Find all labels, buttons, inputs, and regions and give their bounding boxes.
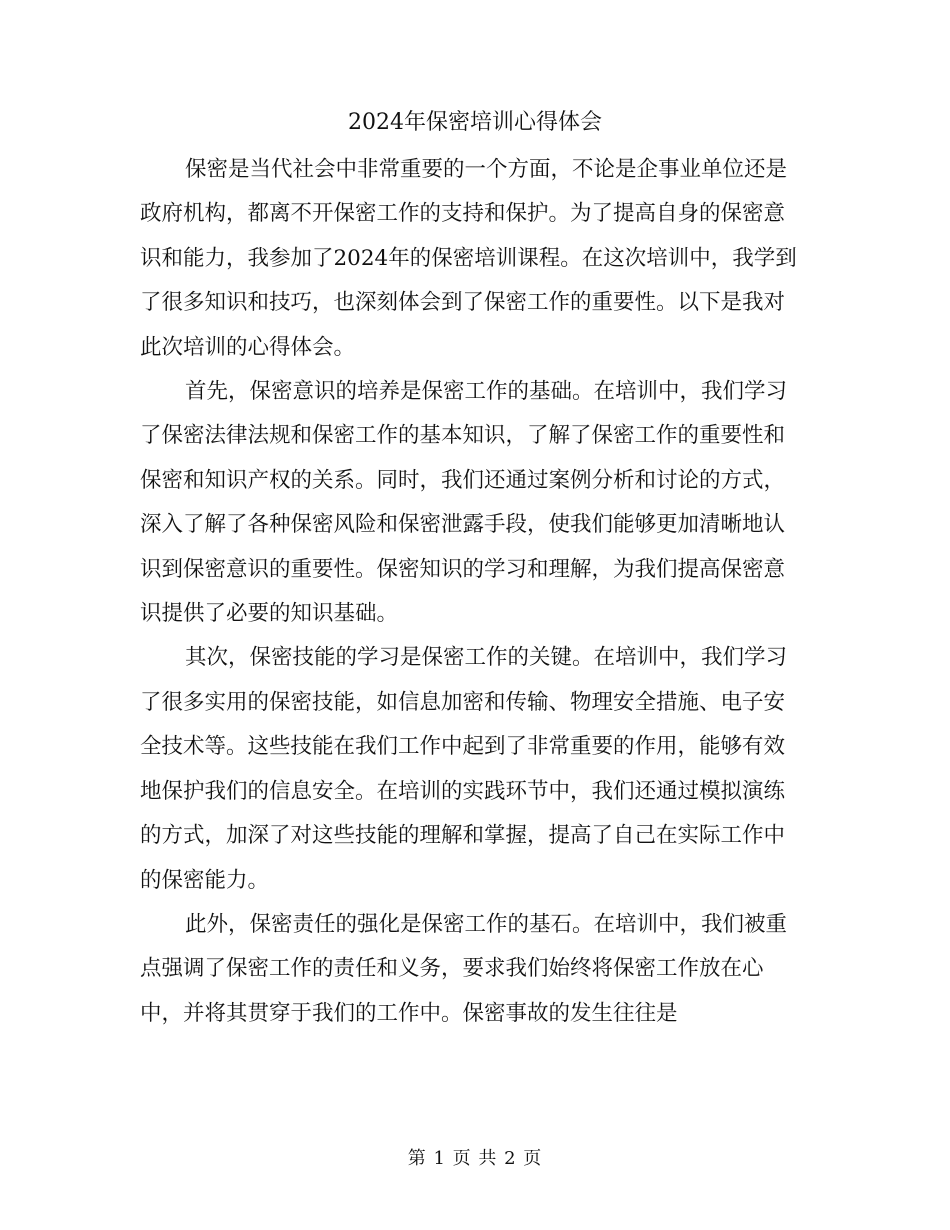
paragraph: 其次，保密技能的学习是保密工作的关键。在培训中，我们学习了很多实用的保密技能，如信息加密和传输、物理安全措施、电子安全技术等。这些技能在我们工作中起到了非常重要的作用，能够有效地保护我们的信息安全。在培训的实践环节中，我们还通过模拟演练的方式，加深了对这些技能的理解和掌握，提高了自己在实际工作中的保密能力。: [140, 645, 788, 893]
paragraph: 此外，保密责任的强化是保密工作的基石。在培训中，我们被重点强调了保密工作的责任和义务，要求我们始终将保密工作放在心中，并将其贯穿于我们的工作中。保密事故的发生往往是: [140, 911, 788, 1026]
document-body: [140, 148, 805, 1036]
page-footer: 第 1 页 共 2 页: [407, 1148, 543, 1169]
paragraph: 保密是当代社会中非常重要的一个方面，不论是企事业单位还是政府机构，都离不开保密工作的支持和保护。为了提高自身的保密意识和能力，我参加了2024年的保密培训课程。在这次培训中，我学到了很多知识和技巧，也深刻体会到了保密工作的重要性。以下是我对此次培训的心得体会。: [140, 157, 797, 360]
document-title: 2024年保密培训心得体会: [348, 110, 602, 135]
paragraph: 首先，保密意识的培养是保密工作的基础。在培训中，我们学习了保密法律法规和保密工作的基本知识，了解了保密工作的重要性和保密和知识产权的关系。同时，我们还通过案例分析和讨论的方式，深入了解了各种保密风险和保密泄露手段，使我们能够更加清晰地认识到保密意识的重要性。保密知识的学习和理解，为我们提高保密意识提供了必要的知识基础。: [140, 379, 788, 627]
